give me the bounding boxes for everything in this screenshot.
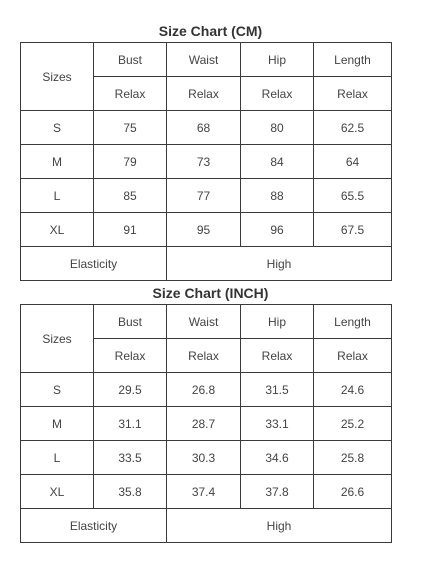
inch-size-table xyxy=(20,304,392,543)
bust-cell: 91 xyxy=(94,213,167,247)
cm-chart-title: Size Chart (CM) xyxy=(158,23,263,39)
cm-header-waist: Waist xyxy=(167,43,241,77)
hip-cell: 33.1 xyxy=(241,407,314,441)
inch-elasticity-value: High xyxy=(167,509,392,543)
bust-cell: 35.8 xyxy=(94,475,167,509)
inch-header-waist: Waist xyxy=(167,305,241,339)
cm-elasticity-row xyxy=(21,247,392,281)
inch-fit-bust: Relax xyxy=(94,339,167,373)
cm-elasticity-value: High xyxy=(167,247,392,281)
cm-size-table xyxy=(20,42,392,281)
waist-cell: 95 xyxy=(167,213,241,247)
length-cell: 67.5 xyxy=(314,213,392,247)
inch-fit-waist: Relax xyxy=(167,339,241,373)
size-cell: S xyxy=(21,373,94,407)
size-cell: L xyxy=(21,179,94,213)
waist-cell: 73 xyxy=(167,145,241,179)
length-cell: 25.2 xyxy=(314,407,392,441)
waist-cell: 77 xyxy=(167,179,241,213)
length-cell: 26.6 xyxy=(314,475,392,509)
hip-cell: 34.6 xyxy=(241,441,314,475)
waist-cell: 26.8 xyxy=(167,373,241,407)
hip-cell: 37.8 xyxy=(241,475,314,509)
table-row xyxy=(21,475,392,509)
hip-cell: 80 xyxy=(241,111,314,145)
inch-header-bust: Bust xyxy=(94,305,167,339)
cm-header-length: Length xyxy=(314,43,392,77)
inch-elasticity-label: Elasticity xyxy=(21,509,167,543)
cm-fit-length: Relax xyxy=(314,77,392,111)
inch-header-hip: Hip xyxy=(241,305,314,339)
table-row xyxy=(21,179,392,213)
inch-header-row xyxy=(21,305,392,339)
size-cell: XL xyxy=(21,213,94,247)
bust-cell: 75 xyxy=(94,111,167,145)
hip-cell: 96 xyxy=(241,213,314,247)
cm-header-bust: Bust xyxy=(94,43,167,77)
size-cell: L xyxy=(21,441,94,475)
inch-fit-length: Relax xyxy=(314,339,392,373)
waist-cell: 37.4 xyxy=(167,475,241,509)
hip-cell: 88 xyxy=(241,179,314,213)
inch-chart-title: Size Chart (INCH) xyxy=(152,285,269,301)
inch-elasticity-row xyxy=(21,509,392,543)
cm-sizes-header: Sizes xyxy=(21,43,94,111)
length-cell: 65.5 xyxy=(314,179,392,213)
size-cell: XL xyxy=(21,475,94,509)
length-cell: 64 xyxy=(314,145,392,179)
table-row xyxy=(21,111,392,145)
cm-fit-hip: Relax xyxy=(241,77,314,111)
cm-header-row xyxy=(21,43,392,77)
size-cell: M xyxy=(21,145,94,179)
cm-elasticity-label: Elasticity xyxy=(21,247,167,281)
table-row xyxy=(21,441,392,475)
waist-cell: 28.7 xyxy=(167,407,241,441)
cm-header-hip: Hip xyxy=(241,43,314,77)
waist-cell: 68 xyxy=(167,111,241,145)
hip-cell: 31.5 xyxy=(241,373,314,407)
table-row xyxy=(21,213,392,247)
inch-header-length: Length xyxy=(314,305,392,339)
cm-fit-bust: Relax xyxy=(94,77,167,111)
bust-cell: 85 xyxy=(94,179,167,213)
inch-fit-hip: Relax xyxy=(241,339,314,373)
bust-cell: 33.5 xyxy=(94,441,167,475)
bust-cell: 29.5 xyxy=(94,373,167,407)
table-row xyxy=(21,145,392,179)
hip-cell: 84 xyxy=(241,145,314,179)
bust-cell: 79 xyxy=(94,145,167,179)
size-cell: M xyxy=(21,407,94,441)
length-cell: 25.8 xyxy=(314,441,392,475)
bust-cell: 31.1 xyxy=(94,407,167,441)
length-cell: 24.6 xyxy=(314,373,392,407)
inch-sizes-header: Sizes xyxy=(21,305,94,373)
table-row xyxy=(21,407,392,441)
cm-fit-waist: Relax xyxy=(167,77,241,111)
waist-cell: 30.3 xyxy=(167,441,241,475)
size-cell: S xyxy=(21,111,94,145)
length-cell: 62.5 xyxy=(314,111,392,145)
table-row xyxy=(21,373,392,407)
